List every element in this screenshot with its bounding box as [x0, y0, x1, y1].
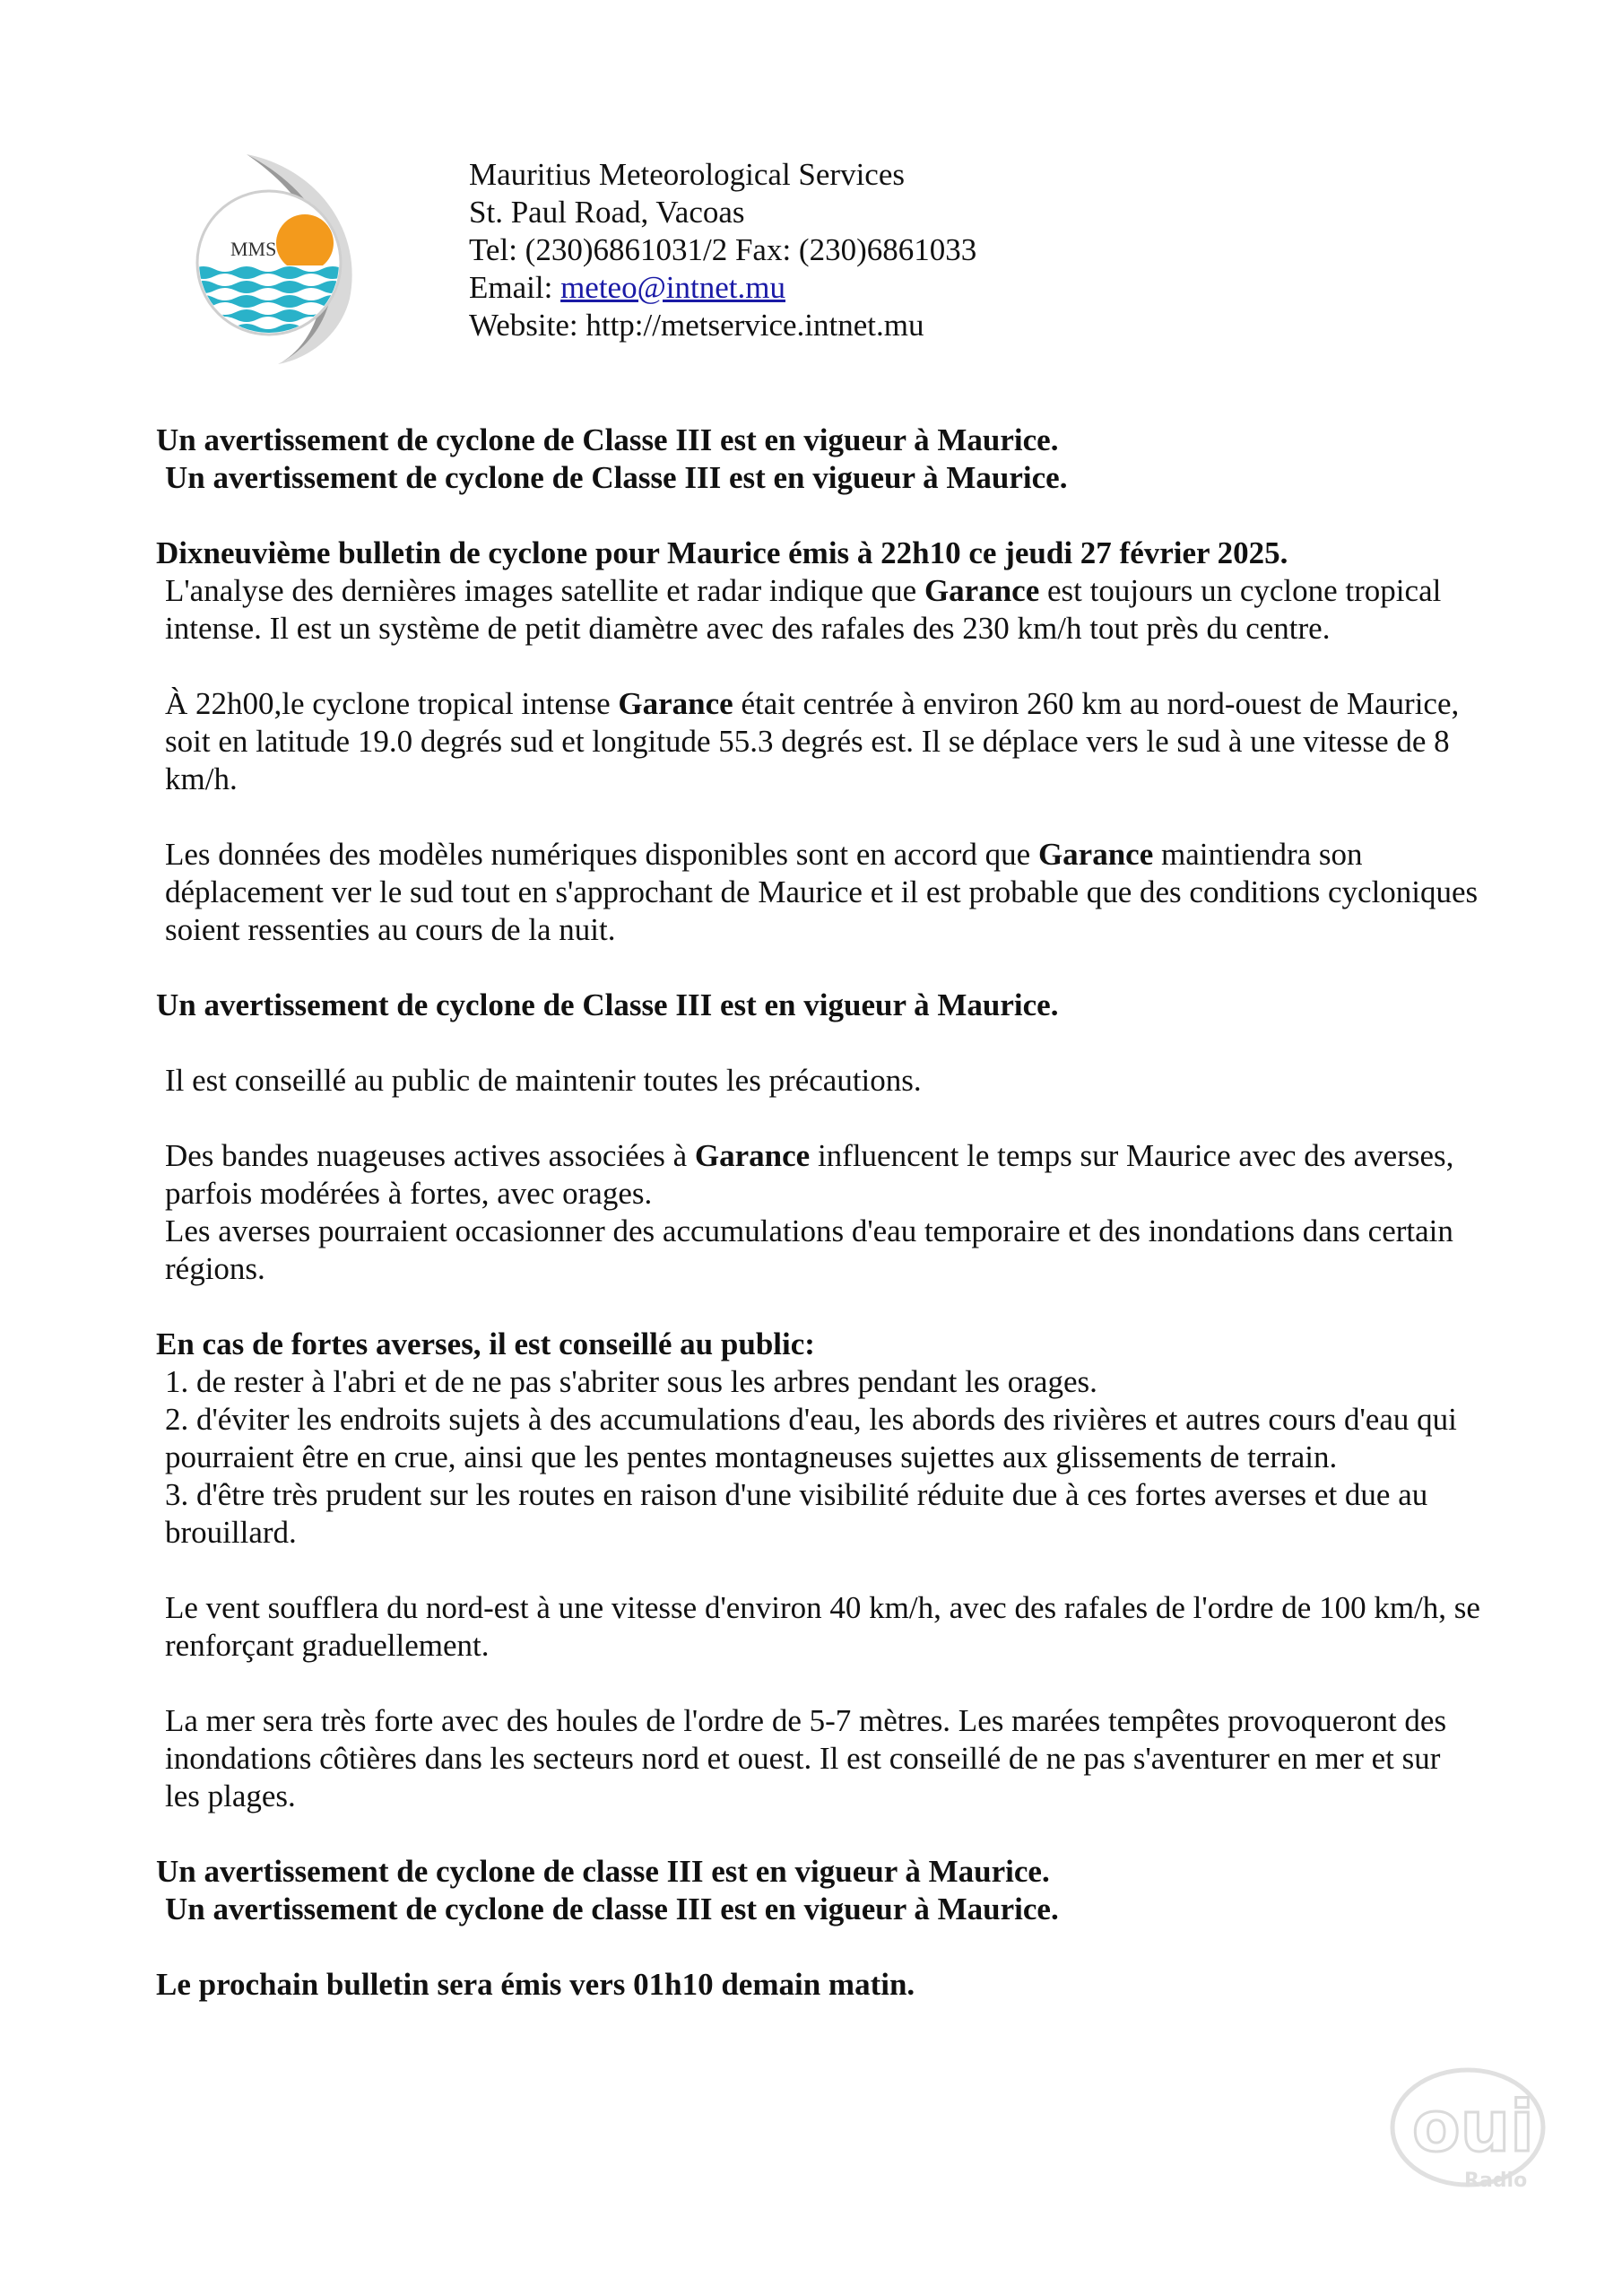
watermark-text: oui: [1412, 2087, 1534, 2168]
position-paragraph: À 22h00,le cyclone tropical intense Garance était centrée à environ 260 km au nord-ouest de Maurice, soit en latitude 19.0 degrés sud et longitude 55.3 degrés est. Il se déplace vers le sud à une vitesse de 8 km/h.: [165, 686, 1460, 796]
next-bulletin: Le prochain bulletin sera émis vers 01h10 demain matin.: [156, 1967, 915, 2002]
warning-line: Un avertissement de cyclone de Classe III est en vigueur à Maurice.: [156, 987, 1059, 1022]
rain-heading: En cas de fortes averses, il est conseillé au public:: [156, 1326, 815, 1361]
email-line: [469, 269, 976, 307]
cyclone-name: Garance: [694, 1138, 811, 1173]
advice-paragraph: Il est conseillé au public de maintenir toutes les précautions.: [165, 1063, 922, 1098]
warning-line: Un avertissement de cyclone de classe III est en vigueur à Maurice.: [156, 1854, 1050, 1889]
list-item: 2. d'éviter les endroits sujets à des accumulations d'eau, les abords des rivières et autres cours d'eau qui pourraient être en crue, ainsi que les pentes montagneuses sujettes aux glissements de terrain.: [165, 1402, 1457, 1474]
oui-radio-watermark: [1385, 2063, 1556, 2197]
cyclone-name: Garance: [618, 686, 733, 721]
warning-line: Un avertissement de cyclone de classe III est en vigueur à Maurice.: [165, 1892, 1059, 1926]
website: Website: http://metservice.intnet.mu: [469, 308, 924, 343]
cyclone-name: Garance: [1037, 837, 1154, 872]
warning-line: Un avertissement de cyclone de Classe III est en vigueur à Maurice.: [165, 460, 1068, 495]
phone-fax: Tel: (230)6861031/2 Fax: (230)6861033: [469, 232, 977, 267]
bulletin-body: [156, 422, 1483, 2004]
list-item: 3. d'être très prudent sur les routes en raison d'une visibilité réduite due à ces fortes averses et due au brouillard.: [165, 1477, 1428, 1550]
logo-text: MMS: [230, 238, 277, 260]
address: St. Paul Road, Vacoas: [469, 195, 745, 230]
cyclone-name: Garance: [924, 573, 1040, 608]
email-label: Email:: [469, 270, 561, 305]
list-item: 1. de rester à l'abri et de ne pas s'abriter sous les arbres pendant les orages.: [165, 1364, 1097, 1399]
warning-line: Un avertissement de cyclone de Classe III est en vigueur à Maurice.: [156, 422, 1059, 457]
email-link[interactable]: meteo@intnet.mu: [560, 270, 785, 305]
wind-paragraph: Le vent soufflera du nord-est à une vitesse d'environ 40 km/h, avec des rafales de l'ordre de 100 km/h, se renforçant graduellement.: [165, 1590, 1480, 1663]
watermark-sub: Radio: [1464, 2170, 1528, 2192]
models-paragraph: Les données des modèles numériques disponibles sont en accord que Garance maintiendra son déplacement ver le sud tout en s'approchant de Maurice et il est probable que des conditions cycloniques soient ressenties au cours de la nuit.: [165, 837, 1479, 947]
mms-logo: [184, 151, 363, 366]
sea-paragraph: La mer sera très forte avec des houles de l'ordre de 5-7 mètres. Les marées tempêtes provoqueront des inondations côtières dans les secteurs nord et ouest. Il est conseillé de ne pas s'aventurer en mer et sur les plages.: [165, 1703, 1447, 1813]
org-name: Mauritius Meteorological Services: [469, 157, 905, 192]
bulletin-title: Dixneuvième bulletin de cyclone pour Maurice émis à 22h10 ce jeudi 27 février 2025.: [156, 535, 1288, 570]
letterhead: [469, 156, 976, 344]
showers-paragraph: Les averses pourraient occasionner des accumulations d'eau temporaire et des inondations dans certain régions.: [165, 1213, 1453, 1286]
analysis-paragraph: L'analyse des dernières images satellite et radar indique que Garance est toujours un cyclone tropical intense. Il est un système de petit diamètre avec des rafales des 230 km/h tout près du centre.: [165, 573, 1442, 646]
bands-paragraph: Des bandes nuageuses actives associées à Garance influencent le temps sur Maurice avec des averses, parfois modérées à fortes, avec orages.: [165, 1138, 1454, 1211]
